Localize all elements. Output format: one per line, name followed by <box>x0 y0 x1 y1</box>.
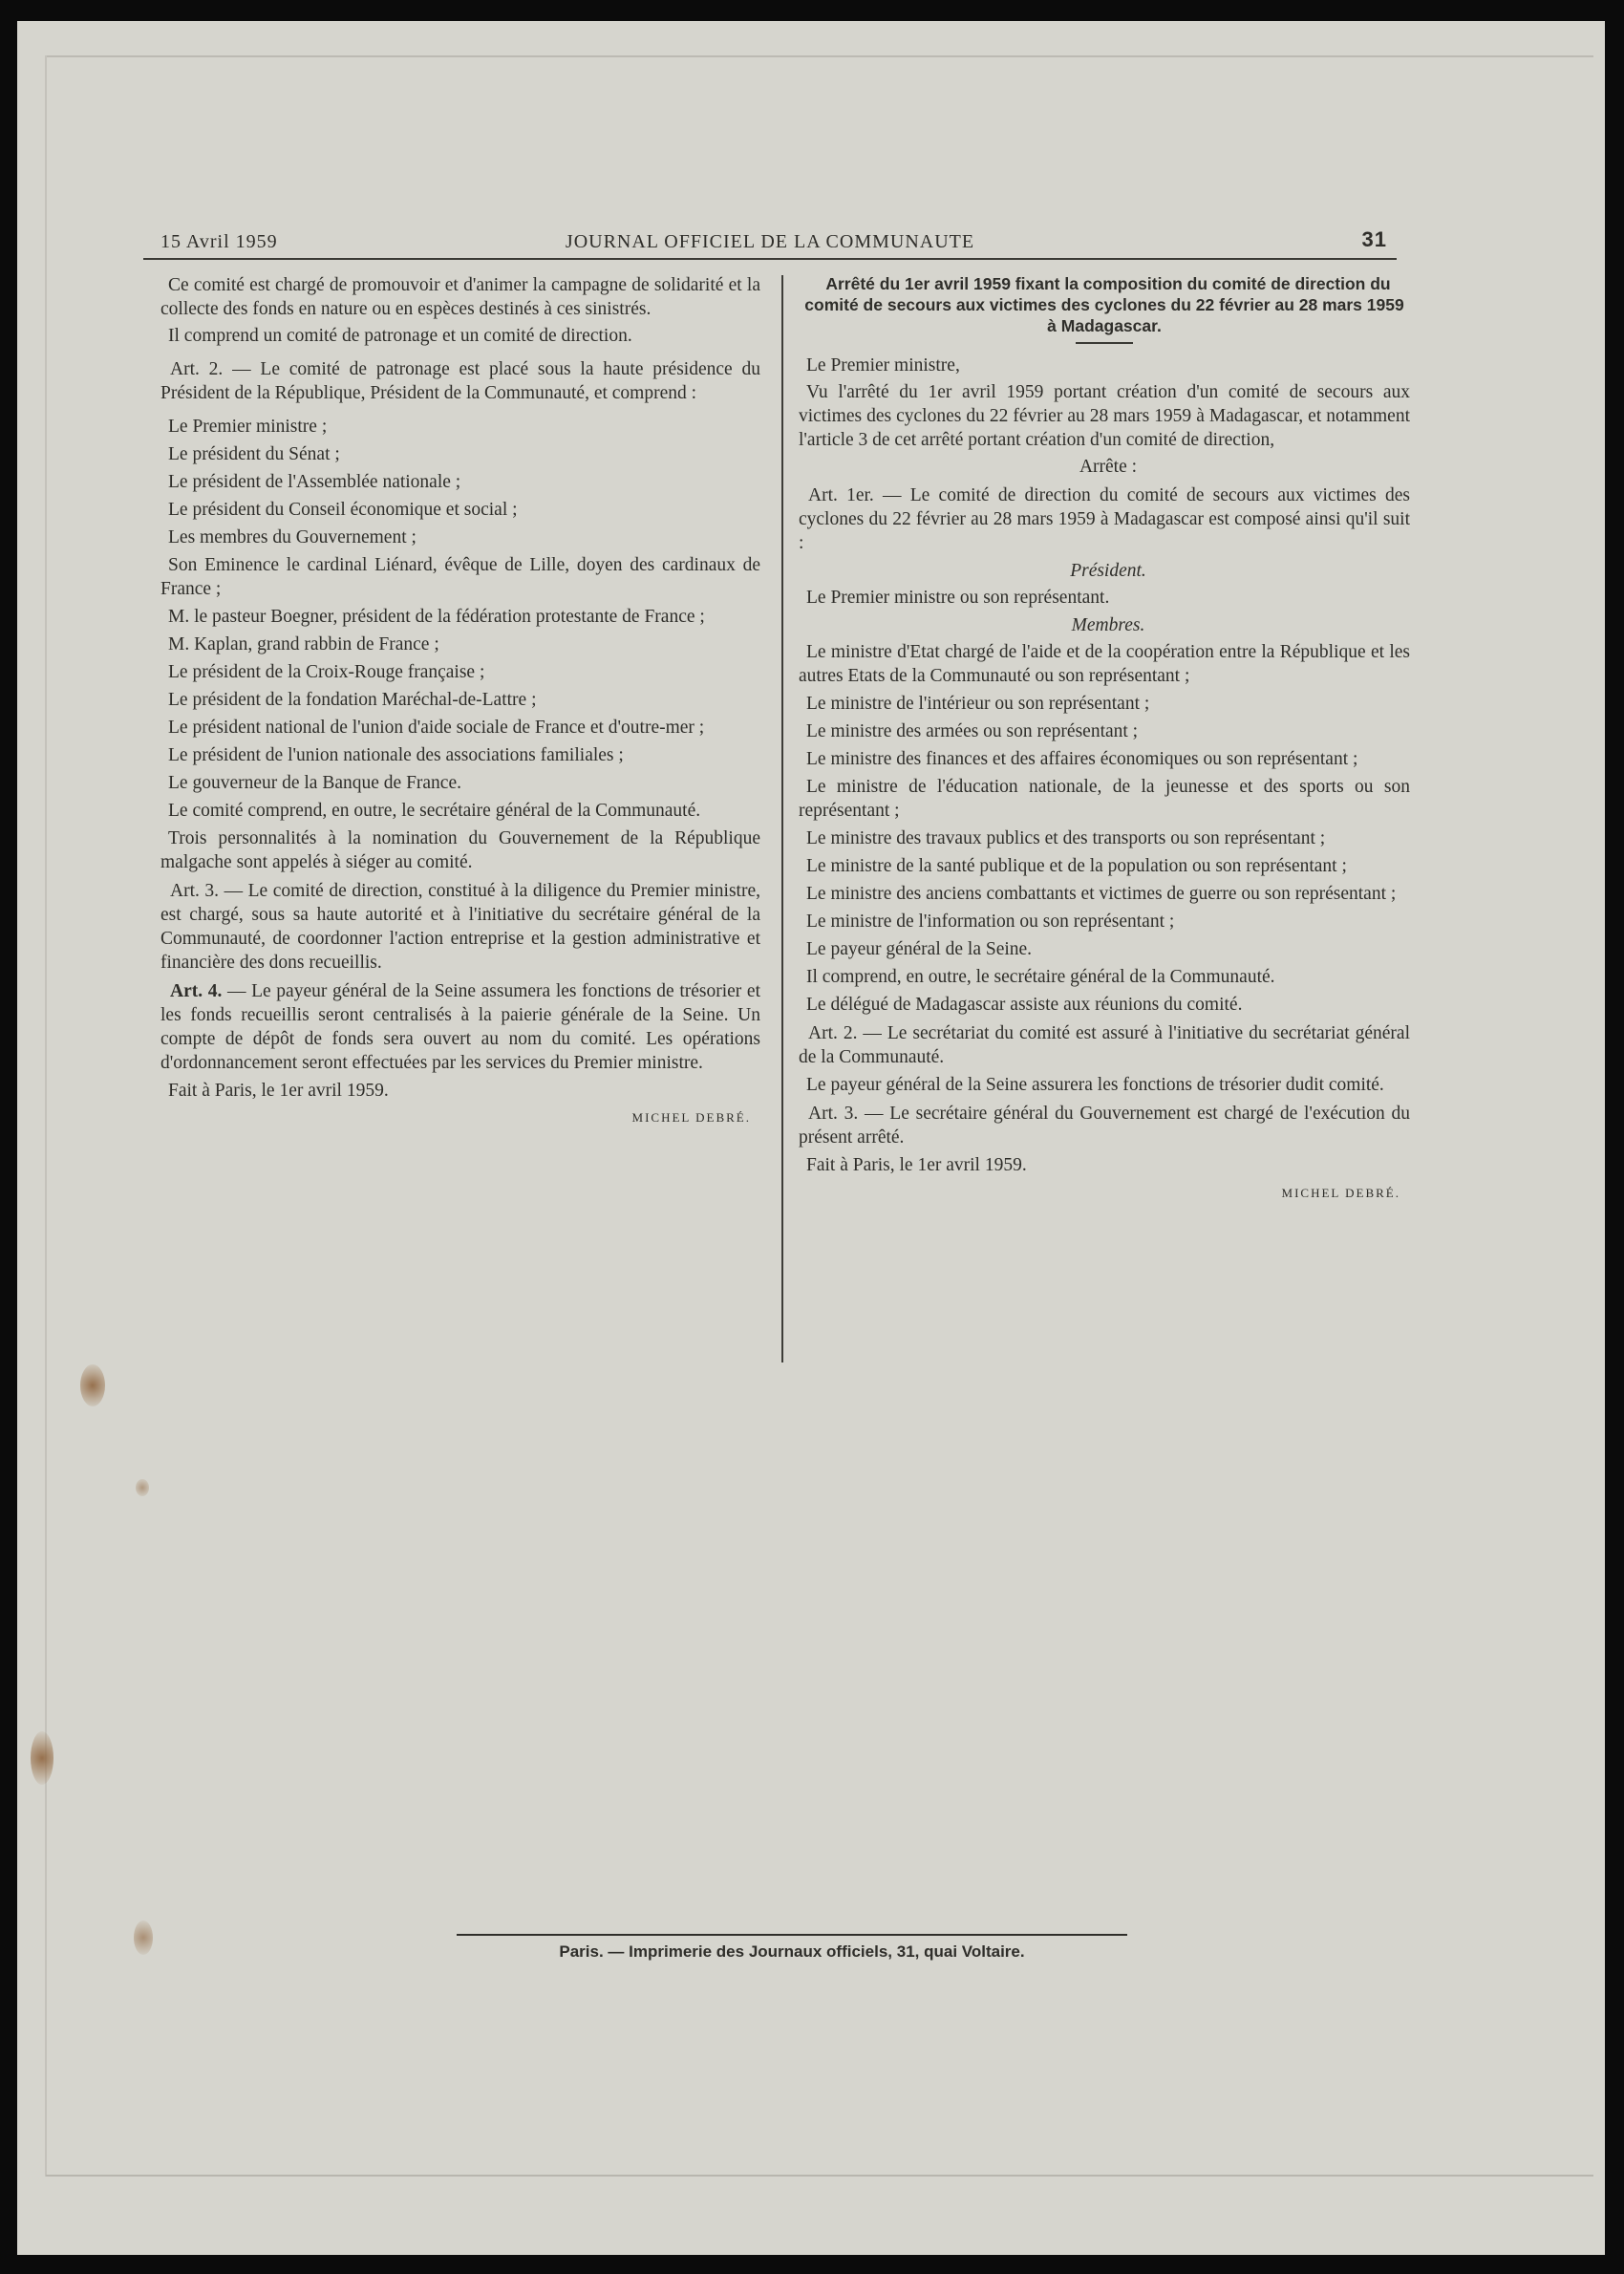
paragraph: Vu l'arrêté du 1er avril 1959 portant création d'un comité de secours aux victimes des cyclones du 22 février au 28 mars 1959 à Madagascar, et notamment l'article 3 de cet arrêté portant création d'un comité de direction, <box>799 382 1410 450</box>
article-2 <box>799 1021 1410 1069</box>
title-separator <box>1076 342 1133 344</box>
article-label: Art. 4. <box>170 981 223 1001</box>
list-item: M. Kaplan, grand rabbin de France ; <box>168 634 439 654</box>
list-item: Le président de l'Assemblée nationale ; <box>168 472 461 492</box>
page-number: 31 <box>1361 227 1387 251</box>
done-at-paris: Fait à Paris, le 1er avril 1959. <box>806 1155 1027 1175</box>
paragraph: Le délégué de Madagascar assiste aux réunions du comité. <box>806 995 1243 1015</box>
list-item: Le ministre de l'information ou son représentant ; <box>806 912 1175 932</box>
article-text: — Le secrétaire général du Gouvernement est chargé de l'exécution du présent arrêté. <box>799 1104 1410 1148</box>
signature: MICHEL DEBRÉ. <box>631 1110 751 1125</box>
arrete-label: Arrête : <box>1079 457 1138 477</box>
article-3 <box>160 879 760 975</box>
printer-imprint: Paris. — Imprimerie des Journaux officiels, 31, quai Voltaire. <box>559 1942 1025 1961</box>
article-2 <box>160 357 760 405</box>
list-item: Le payeur général de la Seine. <box>806 939 1033 959</box>
header-date: 15 Avril 1959 <box>160 231 278 252</box>
list-item: Les membres du Gouvernement ; <box>168 527 417 547</box>
page-fold-line <box>46 55 1593 57</box>
list-item: Le ministre des armées ou son représentant ; <box>806 721 1139 741</box>
patronage-member-list <box>160 415 760 795</box>
left-column <box>160 273 760 1129</box>
list-item: Le ministre d'Etat chargé de l'aide et de la coopération entre la République et les autres Etats de la Communauté ou son représentant ; <box>799 642 1410 686</box>
list-item: Le ministre de l'éducation nationale, de la jeunesse et des sports ou son représentant ; <box>799 777 1410 821</box>
paragraph: Trois personnalités à la nomination du Gouvernement de la République malgache sont appelés à siéger au comité. <box>160 828 760 872</box>
list-item: M. le pasteur Boegner, président de la fédération protestante de France ; <box>168 607 705 627</box>
article-label: Art. 3. <box>808 1104 859 1124</box>
list-item: Le Premier ministre ; <box>168 417 328 437</box>
page-fold-line <box>46 2175 1593 2177</box>
list-item: Le ministre des travaux publics et des transports ou son représentant ; <box>806 828 1326 848</box>
paragraph: Ce comité est chargé de promouvoir et d'animer la campagne de solidarité et la collecte des fonds en nature ou en espèces destinés à ces sinistrés. <box>160 275 760 319</box>
list-item: Le gouverneur de la Banque de France. <box>168 773 461 793</box>
paragraph: Le Premier ministre, <box>806 355 960 375</box>
stain-mark <box>80 1364 105 1406</box>
list-item: Le président de la Croix-Rouge française ; <box>168 662 485 682</box>
journal-header <box>143 225 1397 260</box>
page-fold-line <box>45 55 47 2177</box>
article-label: Art. 2. <box>808 1023 858 1043</box>
paragraph: Le payeur général de la Seine assurera les fonctions de trésorier dudit comité. <box>806 1075 1384 1095</box>
list-item: Son Eminence le cardinal Liénard, évêque de Lille, doyen des cardinaux de France ; <box>160 555 760 599</box>
column-divider <box>781 275 783 1362</box>
footer-rule <box>457 1934 1127 1936</box>
article-text: — Le payeur général de la Seine assumera les fonctions de trésorier et les fonds recueillis seront centralisés à la paierie générale de la Seine. Un compte de dépôt de fonds sera ouvert au nom du comité. Les opérations d'ordonnancement seront effectuées par les services du Premier ministre. <box>160 981 760 1073</box>
paragraph: Le comité comprend, en outre, le secrétaire général de la Communauté. <box>168 801 701 821</box>
direction-member-list <box>799 640 1410 961</box>
article-text: — Le comité de patronage est placé sous la haute présidence du Président de la République, Président de la Communauté, et comprend : <box>160 359 760 403</box>
stain-mark <box>136 1479 149 1496</box>
right-column <box>799 273 1410 1205</box>
list-item: Le président du Sénat ; <box>168 444 340 464</box>
signature: MICHEL DEBRÉ. <box>1281 1186 1400 1200</box>
members-heading: Membres. <box>1071 615 1145 635</box>
list-item: Le ministre de l'intérieur ou son représentant ; <box>806 694 1150 714</box>
list-item: Le président national de l'union d'aide sociale de France et d'outre-mer ; <box>168 718 705 738</box>
article-1 <box>799 483 1410 555</box>
stain-mark <box>134 1920 153 1955</box>
paragraph: Il comprend, en outre, le secrétaire général de la Communauté. <box>806 967 1275 987</box>
paragraph: Il comprend un comité de patronage et un comité de direction. <box>168 326 632 346</box>
list-item: Le ministre des finances et des affaires économiques ou son représentant ; <box>806 749 1358 769</box>
stain-mark <box>31 1731 53 1785</box>
done-at-paris: Fait à Paris, le 1er avril 1959. <box>168 1081 389 1101</box>
paragraph: Le Premier ministre ou son représentant. <box>806 588 1110 608</box>
journal-title: JOURNAL OFFICIEL DE LA COMMUNAUTE <box>565 231 975 252</box>
article-text: — Le comité de direction, constitué à la diligence du Premier ministre, est chargé, sous sa haute autorité et à l'initiative du secrétaire général de la Communauté, de coordonner l'action entreprise et la gestion administrative et financière des dons recueillis. <box>160 881 760 973</box>
article-label: Art. 1er. <box>808 485 874 505</box>
article-text: — Le secrétariat du comité est assuré à l'initiative du secrétariat général de la Communauté. <box>799 1023 1411 1067</box>
list-item: Le président de la fondation Maréchal-de-Lattre ; <box>168 690 537 710</box>
article-label: Art. 2. <box>170 359 224 379</box>
decree-title: Arrêté du 1er avril 1959 fixant la composition du comité de direction du comité de secours aux victimes des cyclones du 22 février au 28 mars 1959 à Madagascar. <box>804 274 1404 335</box>
article-4 <box>160 979 760 1075</box>
list-item: Le président du Conseil économique et social ; <box>168 500 518 520</box>
article-label: Art. 3. <box>170 881 220 901</box>
list-item: Le président de l'union nationale des associations familiales ; <box>168 745 624 765</box>
article-3 <box>799 1102 1410 1149</box>
article-text: — Le comité de direction du comité de secours aux victimes des cyclones du 22 février au 28 mars 1959 à Madagascar est composé ainsi qu'il suit : <box>799 485 1410 553</box>
president-heading: Président. <box>1070 561 1146 581</box>
list-item: Le ministre de la santé publique et de la population ou son représentant ; <box>806 856 1347 876</box>
list-item: Le ministre des anciens combattants et victimes de guerre ou son représentant ; <box>806 884 1397 904</box>
